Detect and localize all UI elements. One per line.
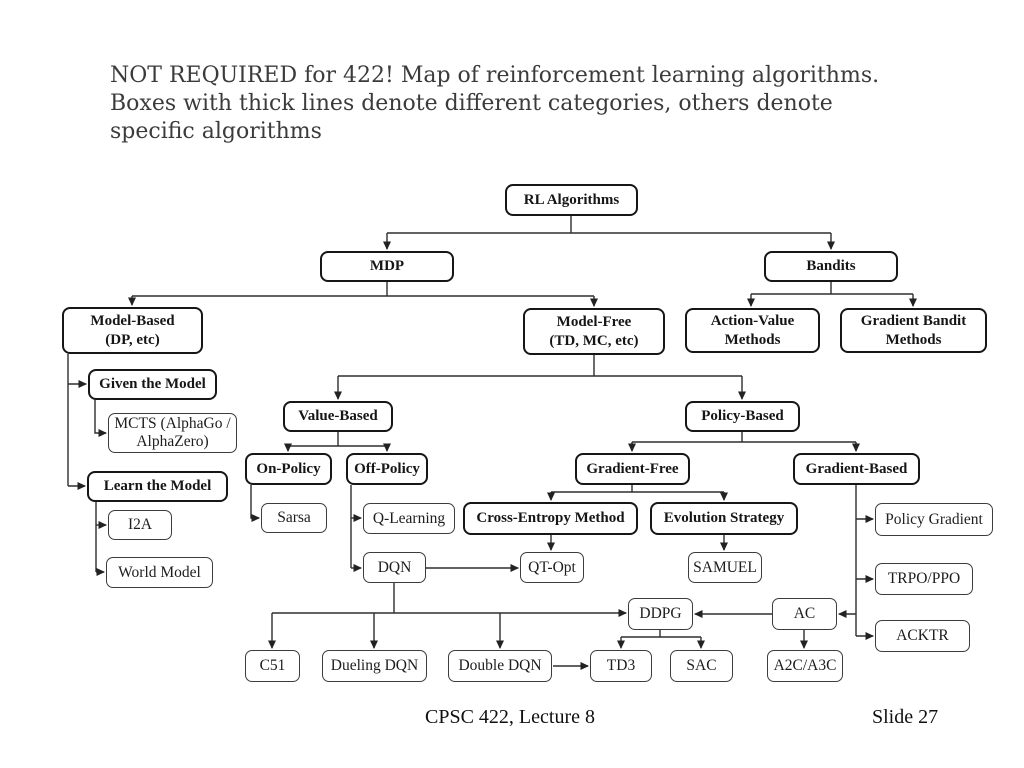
node-gradient-based [793,453,920,485]
node-label: Value-Based [298,408,378,424]
node-samuel [688,552,762,583]
node-double-dqn [448,650,552,682]
node-label: Methods [885,331,942,348]
node-action-value-methods [685,308,820,353]
node-dueling-dqn [322,650,427,682]
node-label: Gradient Bandit [860,312,967,329]
node-label: AC [793,605,816,622]
node-label: Learn the Model [103,478,212,494]
node-value-based [283,401,393,432]
node-label: Policy-Based [701,408,784,424]
node-label: Sarsa [277,509,311,526]
node-label: C51 [259,657,286,674]
node-label: (DP, etc) [105,331,160,348]
node-label: TD3 [606,657,636,674]
node-ac [772,598,837,630]
node-a2c-a3c [767,650,843,682]
title-line-2: Boxes with thick lines denote different categories, others denote [110,91,833,116]
node-label: Dueling DQN [330,657,419,674]
node-off-policy [346,453,428,485]
node-world-model [106,557,213,588]
node-learn-the-model [87,471,228,502]
node-label: Cross-Entropy Method [476,510,625,526]
node-label: On-Policy [256,460,321,477]
node-qt-opt [520,552,584,583]
node-label: Evolution Strategy [663,510,785,526]
node-label: DQN [377,558,412,576]
node-label: Given the Model [99,376,206,392]
node-label: MCTS (AlphaGo / [114,415,231,432]
node-label: Methods [724,331,781,348]
footer-slide-number: Slide 27 [872,706,939,728]
node-sac [670,650,733,682]
node-label: (TD, MC, etc) [549,332,639,349]
node-label: Double DQN [458,657,542,674]
node-label: Q-Learning [372,509,446,527]
node-label: Model-Based [90,312,175,329]
node-label: A2C/A3C [773,657,837,674]
node-acktr [875,620,970,652]
title-line-1: NOT REQUIRED for 422! Map of reinforcement learning algorithms. [110,63,880,88]
node-label: MDP [369,258,405,274]
node-label: Bandits [806,258,856,274]
node-policy-gradient [875,503,993,536]
node-trpo-ppo [875,563,973,595]
slide-title [110,62,890,146]
node-sarsa [261,503,327,533]
node-label: QT-Opt [528,558,576,576]
node-gradient-bandit-methods [840,308,987,353]
node-model-based [62,307,203,354]
node-label: Gradient-Based [805,460,908,477]
node-label: Policy Gradient [885,510,983,528]
node-label: SAC [686,657,717,674]
node-label: SAMUEL [693,558,757,576]
node-model-free [523,308,665,355]
node-bandits [764,251,898,282]
node-gradient-free [575,453,690,485]
node-on-policy [245,453,332,485]
node-policy-based [685,401,800,432]
node-mdp [320,251,454,282]
node-label: AlphaZero) [136,433,209,450]
node-label: RL Algorithms [523,191,620,208]
node-label: Action-Value [710,312,795,329]
node-evolution-strategy [650,502,798,535]
node-label: I2A [127,516,153,533]
footer-course-label: CPSC 422, Lecture 8 [425,706,595,728]
node-c51 [245,650,300,682]
connector-line [95,400,106,433]
node-q-learning [363,503,455,534]
node-i2a [108,510,172,540]
node-rl-algorithms [505,184,638,216]
node-label: DDPG [639,605,682,622]
node-given-the-model [88,369,217,400]
connector-line [251,485,259,518]
node-cross-entropy-method [463,502,638,535]
node-label: TRPO/PPO [887,570,961,587]
node-ddpg [628,598,693,630]
node-mcts [108,413,237,453]
node-dqn [363,552,426,583]
node-td3 [590,650,652,682]
node-label: Off-Policy [354,460,420,477]
node-label: World Model [118,563,201,581]
title-line-3: specific algorithms [110,119,322,144]
node-label: Gradient-Free [586,460,679,477]
node-label: Model-Free [556,313,632,330]
node-label: ACKTR [896,627,949,644]
